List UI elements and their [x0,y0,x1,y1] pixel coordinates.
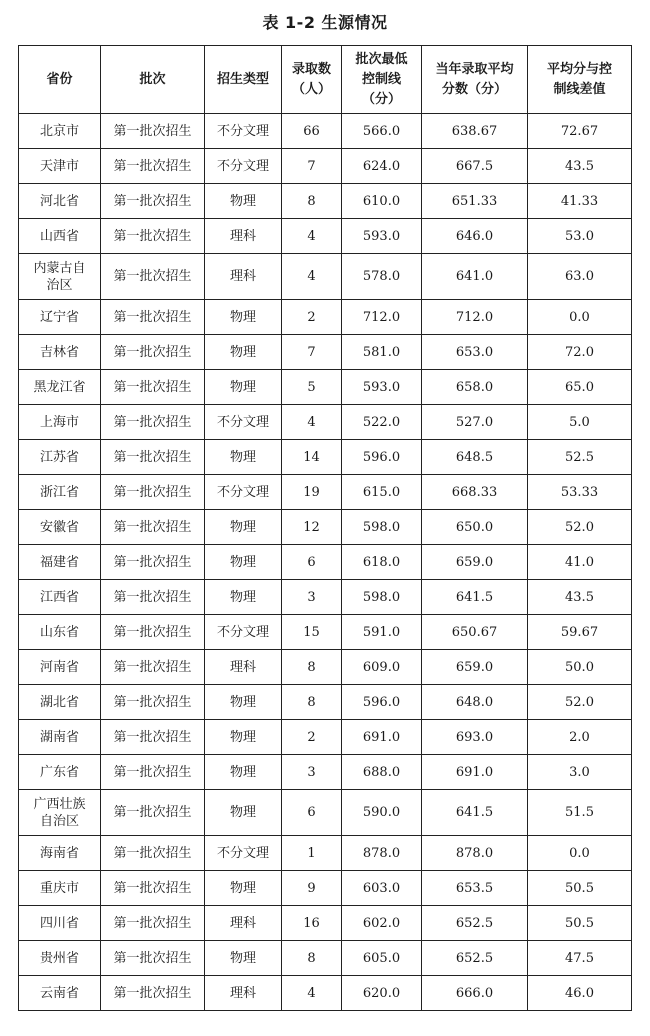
cell-difference: 63.0 [528,254,632,300]
cell-difference: 43.5 [528,580,632,615]
cell-control-line: 602.0 [342,906,422,941]
cell-batch: 第一批次招生 [101,790,205,836]
header-difference: 平均分与控 制线差值 [528,46,632,114]
cell-batch: 第一批次招生 [101,335,205,370]
cell-batch: 第一批次招生 [101,906,205,941]
cell-average: 652.5 [422,941,528,976]
cell-difference: 52.0 [528,685,632,720]
cell-admitted: 5 [282,370,342,405]
cell-control-line: 691.0 [342,720,422,755]
cell-batch: 第一批次招生 [101,370,205,405]
cell-province: 湖南省 [19,720,101,755]
cell-batch: 第一批次招生 [101,114,205,149]
cell-difference: 53.0 [528,219,632,254]
cell-control-line: 522.0 [342,405,422,440]
cell-average: 712.0 [422,300,528,335]
cell-average: 651.33 [422,184,528,219]
cell-average: 650.0 [422,510,528,545]
table-row [19,941,632,976]
header-admitted: 录取数 （人） [282,46,342,114]
cell-admitted: 8 [282,184,342,219]
cell-batch: 第一批次招生 [101,545,205,580]
cell-difference: 50.5 [528,906,632,941]
header-row [19,46,632,114]
table-row [19,720,632,755]
cell-type: 物理 [205,941,282,976]
cell-admitted: 8 [282,685,342,720]
cell-admitted: 7 [282,335,342,370]
cell-average: 653.5 [422,871,528,906]
cell-difference: 41.0 [528,545,632,580]
cell-type: 不分文理 [205,149,282,184]
cell-type: 物理 [205,184,282,219]
table-row [19,510,632,545]
cell-type: 不分文理 [205,836,282,871]
cell-province: 山东省 [19,615,101,650]
cell-control-line: 581.0 [342,335,422,370]
cell-control-line: 598.0 [342,580,422,615]
cell-difference: 41.33 [528,184,632,219]
cell-type: 理科 [205,906,282,941]
cell-type: 理科 [205,219,282,254]
cell-average: 641.5 [422,790,528,836]
cell-control-line: 609.0 [342,650,422,685]
cell-difference: 43.5 [528,149,632,184]
cell-type: 物理 [205,580,282,615]
cell-average: 878.0 [422,836,528,871]
cell-average: 641.0 [422,254,528,300]
cell-admitted: 4 [282,405,342,440]
cell-province: 内蒙古自 治区 [19,254,101,300]
cell-batch: 第一批次招生 [101,685,205,720]
cell-difference: 47.5 [528,941,632,976]
table-row [19,615,632,650]
cell-average: 646.0 [422,219,528,254]
cell-admitted: 15 [282,615,342,650]
cell-admitted: 4 [282,976,342,1011]
cell-type: 物理 [205,871,282,906]
cell-type: 不分文理 [205,114,282,149]
cell-admitted: 66 [282,114,342,149]
cell-admitted: 8 [282,650,342,685]
cell-difference: 50.5 [528,871,632,906]
header-control-line: 批次最低 控制线 （分） [342,46,422,114]
cell-province: 福建省 [19,545,101,580]
cell-average: 527.0 [422,405,528,440]
cell-type: 不分文理 [205,405,282,440]
cell-admitted: 8 [282,941,342,976]
cell-admitted: 2 [282,300,342,335]
cell-admitted: 4 [282,219,342,254]
cell-batch: 第一批次招生 [101,580,205,615]
cell-province: 上海市 [19,405,101,440]
cell-difference: 3.0 [528,755,632,790]
cell-control-line: 596.0 [342,440,422,475]
cell-batch: 第一批次招生 [101,871,205,906]
cell-difference: 46.0 [528,976,632,1011]
cell-batch: 第一批次招生 [101,976,205,1011]
cell-admitted: 6 [282,545,342,580]
cell-average: 658.0 [422,370,528,405]
cell-difference: 53.33 [528,475,632,510]
header-type: 招生类型 [205,46,282,114]
cell-batch: 第一批次招生 [101,615,205,650]
header-average: 当年录取平均 分数（分） [422,46,528,114]
cell-admitted: 9 [282,871,342,906]
cell-control-line: 603.0 [342,871,422,906]
cell-type: 理科 [205,976,282,1011]
cell-batch: 第一批次招生 [101,300,205,335]
cell-average: 641.5 [422,580,528,615]
cell-difference: 50.0 [528,650,632,685]
cell-batch: 第一批次招生 [101,650,205,685]
cell-average: 650.67 [422,615,528,650]
cell-batch: 第一批次招生 [101,184,205,219]
cell-type: 理科 [205,650,282,685]
table-row [19,685,632,720]
table-row [19,836,632,871]
cell-average: 648.5 [422,440,528,475]
cell-average: 693.0 [422,720,528,755]
enrollment-source-table [18,45,632,1011]
cell-average: 659.0 [422,650,528,685]
table-row [19,976,632,1011]
cell-control-line: 598.0 [342,510,422,545]
cell-difference: 52.5 [528,440,632,475]
cell-control-line: 610.0 [342,184,422,219]
cell-difference: 72.0 [528,335,632,370]
table-row [19,580,632,615]
cell-type: 不分文理 [205,475,282,510]
cell-province: 贵州省 [19,941,101,976]
cell-province: 浙江省 [19,475,101,510]
table-row [19,254,632,300]
cell-control-line: 578.0 [342,254,422,300]
cell-difference: 72.67 [528,114,632,149]
cell-province: 山西省 [19,219,101,254]
table-row [19,475,632,510]
cell-type: 物理 [205,755,282,790]
cell-difference: 2.0 [528,720,632,755]
cell-type: 物理 [205,510,282,545]
cell-type: 物理 [205,440,282,475]
table-row [19,440,632,475]
cell-batch: 第一批次招生 [101,405,205,440]
cell-admitted: 3 [282,580,342,615]
cell-admitted: 3 [282,755,342,790]
table-row [19,300,632,335]
header-batch: 批次 [101,46,205,114]
cell-type: 物理 [205,545,282,580]
cell-type: 物理 [205,300,282,335]
table-row [19,650,632,685]
table-row [19,149,632,184]
cell-admitted: 16 [282,906,342,941]
table-row [19,871,632,906]
cell-province: 江西省 [19,580,101,615]
table-title: 表 1-2 生源情况 [262,13,388,32]
table-row [19,906,632,941]
cell-difference: 65.0 [528,370,632,405]
cell-province: 海南省 [19,836,101,871]
cell-average: 652.5 [422,906,528,941]
cell-difference: 51.5 [528,790,632,836]
cell-average: 667.5 [422,149,528,184]
cell-admitted: 7 [282,149,342,184]
cell-province: 广东省 [19,755,101,790]
cell-type: 物理 [205,335,282,370]
cell-batch: 第一批次招生 [101,510,205,545]
cell-control-line: 712.0 [342,300,422,335]
cell-batch: 第一批次招生 [101,836,205,871]
table-header [19,46,632,114]
cell-province: 安徽省 [19,510,101,545]
cell-admitted: 2 [282,720,342,755]
cell-province: 四川省 [19,906,101,941]
cell-control-line: 618.0 [342,545,422,580]
cell-difference: 52.0 [528,510,632,545]
cell-control-line: 591.0 [342,615,422,650]
cell-admitted: 4 [282,254,342,300]
cell-average: 666.0 [422,976,528,1011]
cell-batch: 第一批次招生 [101,755,205,790]
cell-province: 河北省 [19,184,101,219]
table-row [19,755,632,790]
cell-control-line: 624.0 [342,149,422,184]
cell-average: 668.33 [422,475,528,510]
cell-batch: 第一批次招生 [101,254,205,300]
header-province: 省份 [19,46,101,114]
cell-province: 天津市 [19,149,101,184]
cell-type: 物理 [205,685,282,720]
cell-batch: 第一批次招生 [101,475,205,510]
cell-batch: 第一批次招生 [101,219,205,254]
cell-type: 不分文理 [205,615,282,650]
cell-difference: 0.0 [528,300,632,335]
cell-batch: 第一批次招生 [101,720,205,755]
cell-batch: 第一批次招生 [101,440,205,475]
cell-admitted: 1 [282,836,342,871]
cell-average: 648.0 [422,685,528,720]
cell-difference: 59.67 [528,615,632,650]
table-row [19,114,632,149]
cell-admitted: 19 [282,475,342,510]
cell-average: 638.67 [422,114,528,149]
cell-province: 黑龙江省 [19,370,101,405]
cell-control-line: 593.0 [342,219,422,254]
cell-average: 659.0 [422,545,528,580]
cell-province: 河南省 [19,650,101,685]
table-row [19,790,632,836]
table-row [19,219,632,254]
cell-admitted: 12 [282,510,342,545]
cell-admitted: 6 [282,790,342,836]
cell-province: 湖北省 [19,685,101,720]
cell-average: 653.0 [422,335,528,370]
cell-control-line: 590.0 [342,790,422,836]
cell-difference: 0.0 [528,836,632,871]
cell-control-line: 605.0 [342,941,422,976]
table-row [19,184,632,219]
cell-province: 北京市 [19,114,101,149]
cell-province: 广西壮族 自治区 [19,790,101,836]
cell-control-line: 878.0 [342,836,422,871]
cell-province: 重庆市 [19,871,101,906]
cell-batch: 第一批次招生 [101,149,205,184]
cell-province: 江苏省 [19,440,101,475]
cell-type: 物理 [205,790,282,836]
cell-province: 云南省 [19,976,101,1011]
cell-admitted: 14 [282,440,342,475]
cell-control-line: 615.0 [342,475,422,510]
cell-control-line: 596.0 [342,685,422,720]
table-row [19,370,632,405]
cell-difference: 5.0 [528,405,632,440]
cell-type: 物理 [205,720,282,755]
table-row [19,545,632,580]
table-row [19,335,632,370]
cell-type: 理科 [205,254,282,300]
cell-batch: 第一批次招生 [101,941,205,976]
cell-control-line: 593.0 [342,370,422,405]
table-row [19,405,632,440]
cell-province: 吉林省 [19,335,101,370]
table-body [19,114,632,1011]
cell-province: 辽宁省 [19,300,101,335]
cell-control-line: 566.0 [342,114,422,149]
cell-control-line: 620.0 [342,976,422,1011]
cell-average: 691.0 [422,755,528,790]
cell-control-line: 688.0 [342,755,422,790]
cell-type: 物理 [205,370,282,405]
